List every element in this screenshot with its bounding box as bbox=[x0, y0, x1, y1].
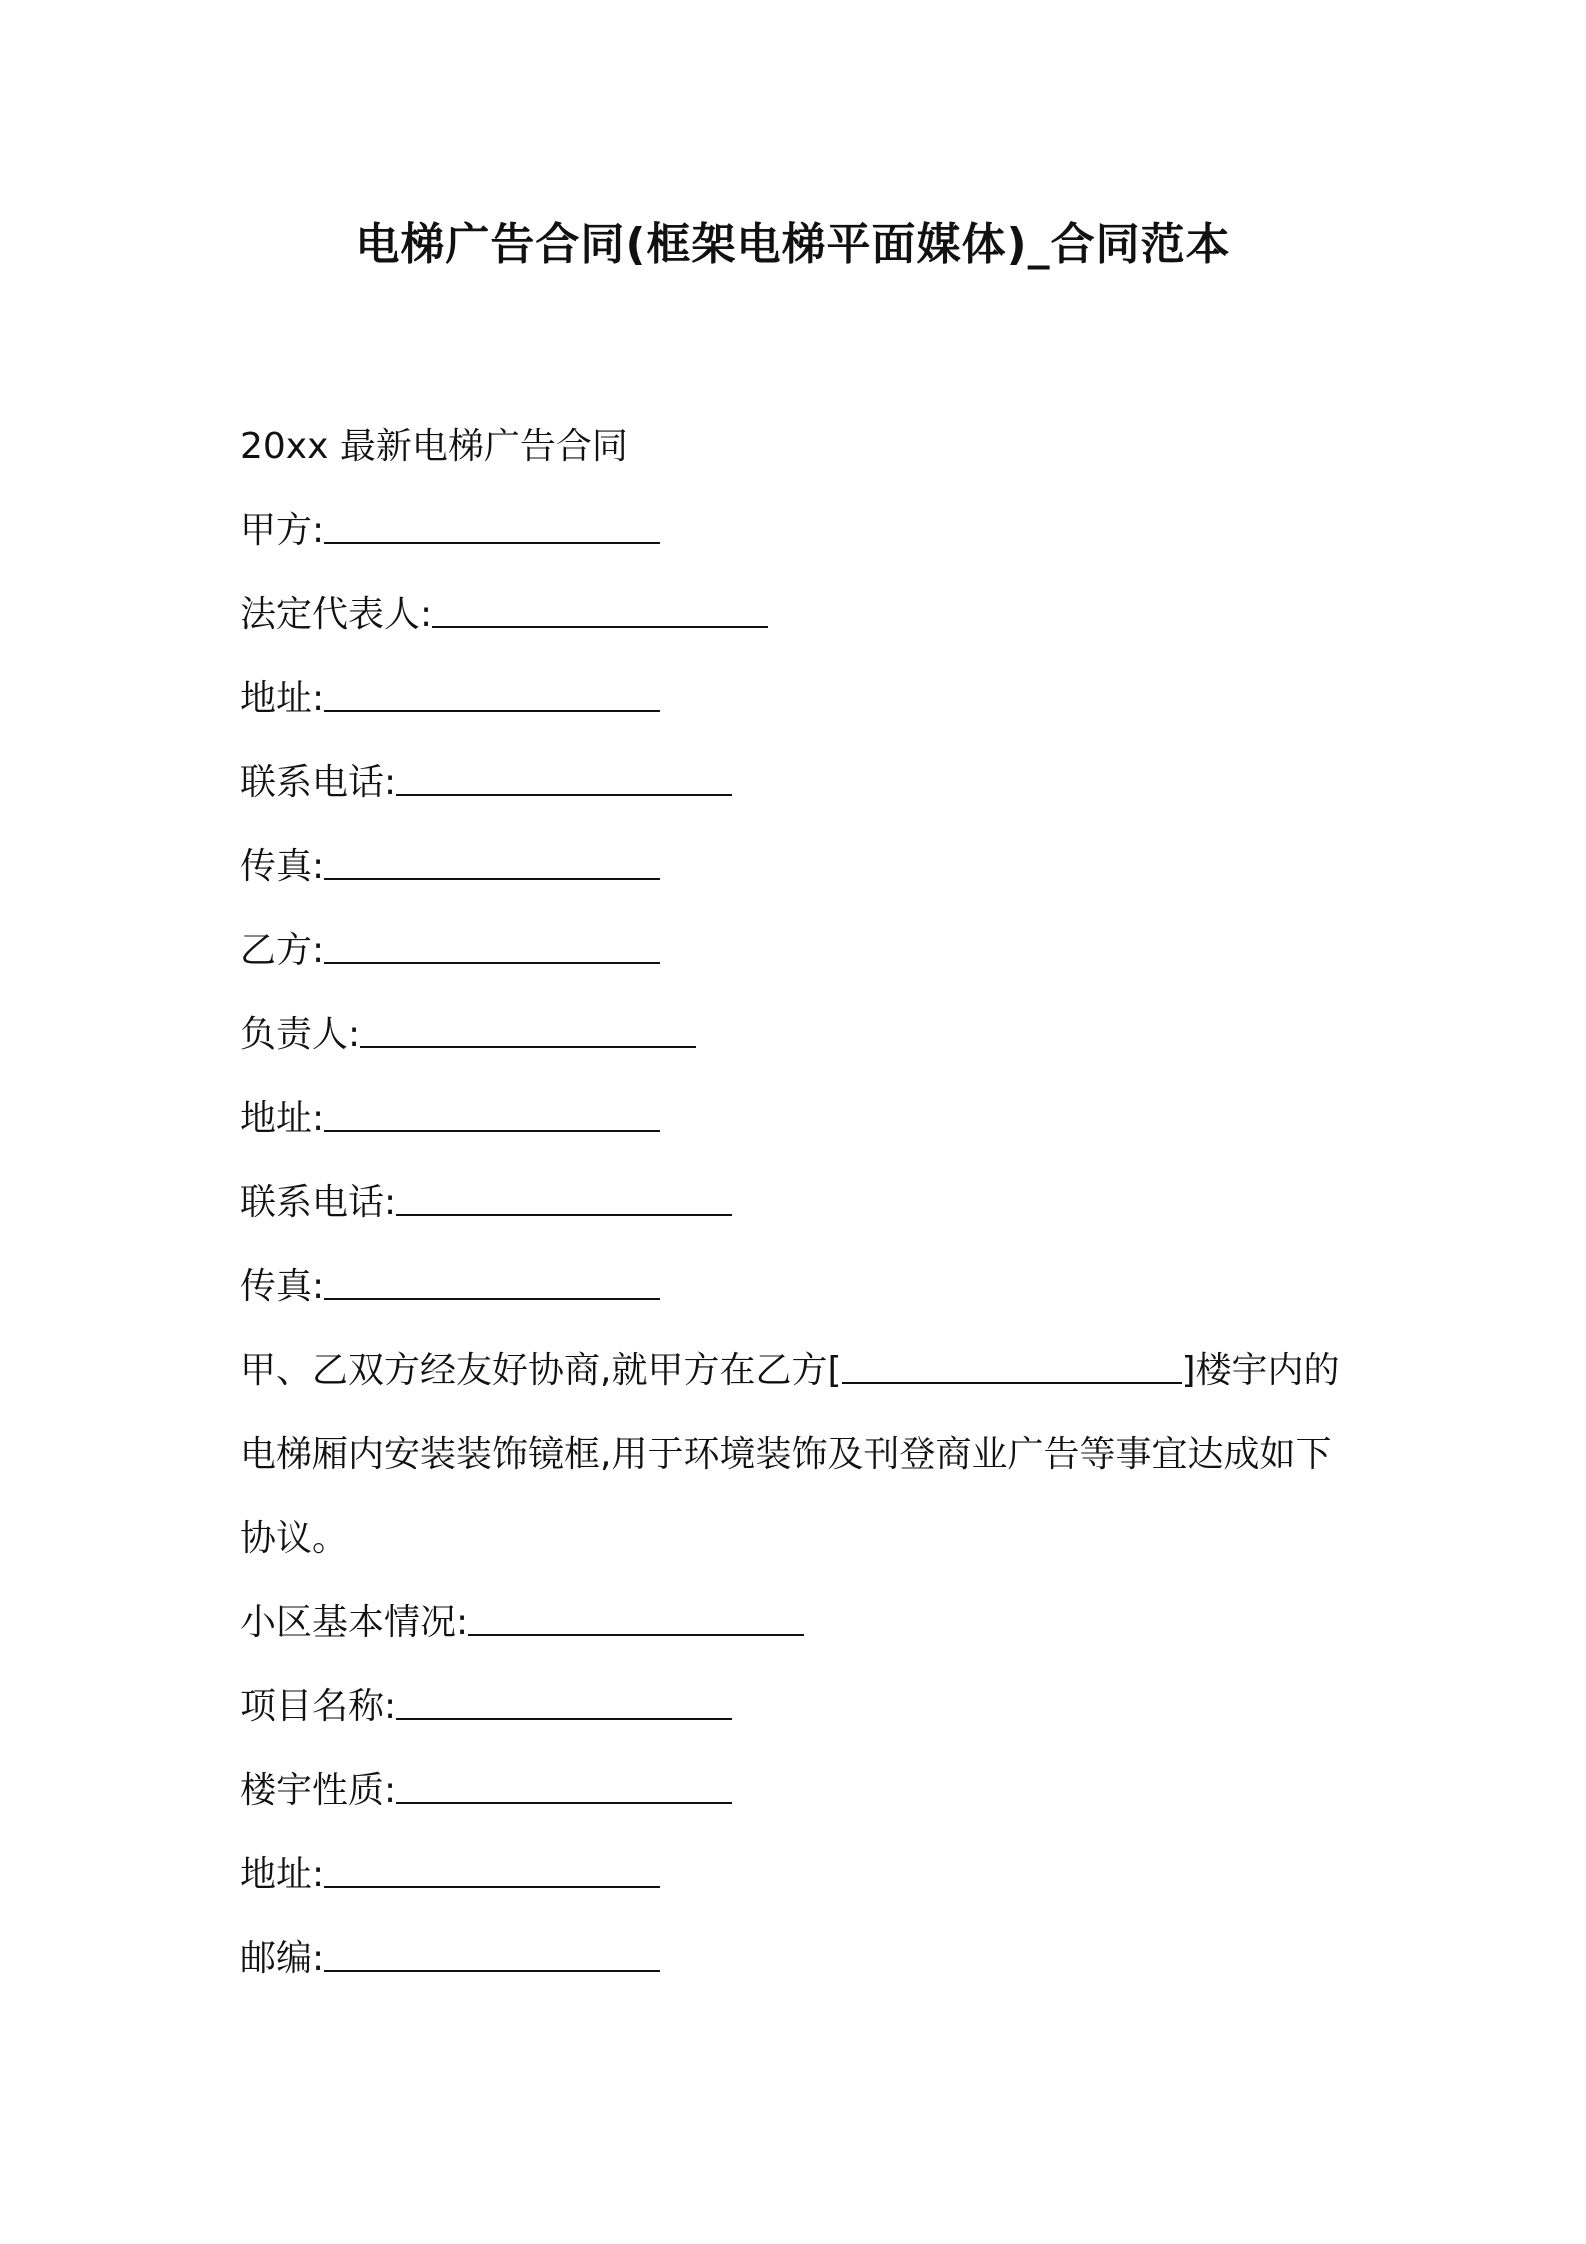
party-a-line bbox=[240, 489, 1380, 573]
party-a-blank bbox=[324, 512, 660, 544]
property-address-label: 地址: bbox=[240, 1854, 325, 1895]
party-a-address-blank bbox=[324, 680, 660, 712]
party-a-fax-line bbox=[240, 825, 1380, 909]
building-nature-label: 楼宇性质: bbox=[240, 1770, 397, 1811]
party-a-phone-blank bbox=[396, 764, 732, 796]
party-b-line bbox=[240, 909, 1380, 993]
party-a-rep-line bbox=[240, 573, 1380, 657]
property-overview-label: 小区基本情况: bbox=[240, 1602, 469, 1643]
party-b-address-label: 地址: bbox=[240, 1098, 325, 1139]
party-a-label: 甲方: bbox=[240, 510, 325, 551]
party-b-phone-line bbox=[240, 1161, 1380, 1245]
project-name-label: 项目名称: bbox=[240, 1686, 397, 1727]
postcode-blank bbox=[324, 1940, 660, 1972]
postcode-label: 邮编: bbox=[240, 1938, 325, 1979]
party-a-phone-line bbox=[240, 741, 1380, 825]
property-address-line bbox=[240, 1833, 1380, 1917]
property-address-blank bbox=[324, 1856, 660, 1888]
party-a-address-label: 地址: bbox=[240, 678, 325, 719]
project-name-line bbox=[240, 1665, 1380, 1749]
party-b-address-line bbox=[240, 1077, 1380, 1161]
project-name-blank bbox=[396, 1688, 732, 1720]
party-b-rep-label: 负责人: bbox=[240, 1014, 361, 1055]
postcode-line bbox=[240, 1917, 1380, 2001]
building-name-blank bbox=[842, 1352, 1182, 1384]
subtitle: 20xx 最新电梯广告合同 bbox=[240, 426, 628, 467]
party-b-phone-blank bbox=[396, 1184, 732, 1216]
party-a-fax-label: 传真: bbox=[240, 846, 325, 887]
document-body bbox=[240, 405, 1380, 2001]
document-title: 电梯广告合同(框架电梯平面媒体)_合同范本 bbox=[355, 219, 1231, 270]
party-b-rep-blank bbox=[360, 1016, 696, 1048]
party-b-label: 乙方: bbox=[240, 930, 325, 971]
agreement-text-after: ]楼宇内的电梯厢内安装装饰镜框,用于环境装饰及刊登商业广告等事宜达成如下协议。 bbox=[240, 1350, 1340, 1559]
party-b-phone-label: 联系电话: bbox=[240, 1182, 397, 1223]
party-a-phone-label: 联系电话: bbox=[240, 762, 397, 803]
party-a-address-line bbox=[240, 657, 1380, 741]
party-a-rep-blank bbox=[432, 596, 768, 628]
party-b-blank bbox=[324, 932, 660, 964]
party-b-fax-line bbox=[240, 1245, 1380, 1329]
party-b-fax-blank bbox=[324, 1268, 660, 1300]
party-a-fax-blank bbox=[324, 848, 660, 880]
building-nature-blank bbox=[396, 1772, 732, 1804]
party-b-address-blank bbox=[324, 1100, 660, 1132]
party-b-rep-line bbox=[240, 993, 1380, 1077]
building-nature-line bbox=[240, 1749, 1380, 1833]
agreement-paragraph bbox=[240, 1329, 1360, 1581]
party-b-fax-label: 传真: bbox=[240, 1266, 325, 1307]
property-overview-blank bbox=[468, 1604, 804, 1636]
party-a-rep-label: 法定代表人: bbox=[240, 594, 433, 635]
agreement-text-before: 甲、乙双方经友好协商,就甲方在乙方[ bbox=[240, 1350, 842, 1391]
property-overview-line bbox=[240, 1581, 1380, 1665]
